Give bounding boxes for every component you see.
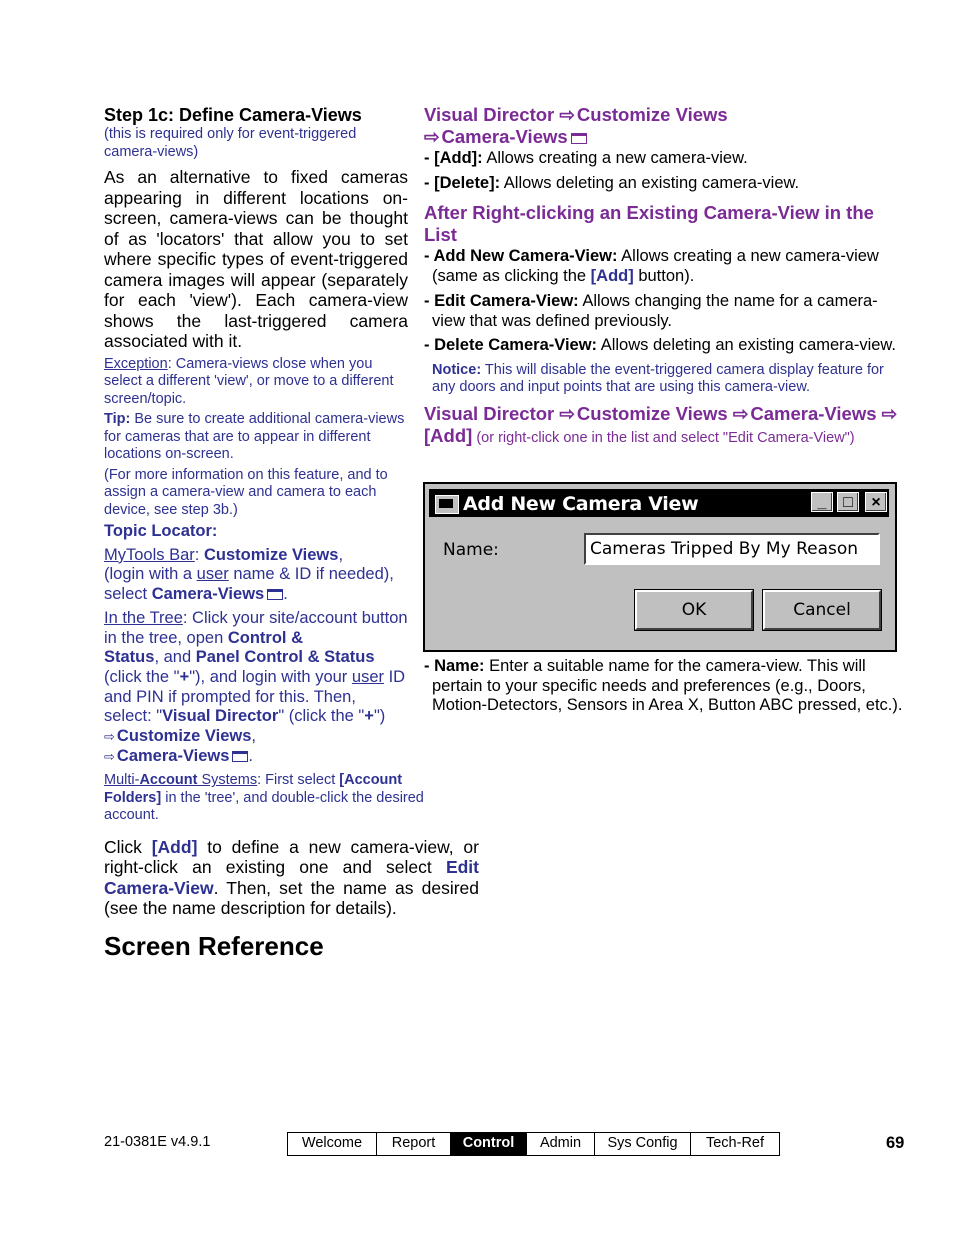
exception-note: Exception: Camera-views close when you select a different 'view', or move to a different screen/topic. bbox=[104, 355, 394, 407]
right-click-heading: After Right-clicking an Existing Camera-View in the List bbox=[424, 202, 874, 246]
in-the-tree-link[interactable]: In the Tree bbox=[104, 608, 183, 627]
folder-icon bbox=[267, 589, 283, 600]
dialog-title: Add New Camera View bbox=[463, 493, 699, 515]
name-label: Name: bbox=[443, 540, 499, 560]
exception-link[interactable]: Exception bbox=[104, 355, 168, 372]
tip-label: Tip: bbox=[104, 411, 131, 427]
user-link[interactable]: user bbox=[351, 667, 384, 686]
document-number: 21-0381E v4.9.1 bbox=[104, 1134, 211, 1150]
tab-welcome[interactable]: Welcome bbox=[288, 1133, 377, 1155]
tab-sys-config[interactable]: Sys Config bbox=[595, 1133, 691, 1155]
tree-path: In the Tree: Click your site/account button in the tree, open Control & Status, and Panel Control & Status (click the "+"), and login with your user ID and PIN if prompted for this. Then, select: "Visual Director" (click the "+") ⇨ Customize Views, ⇨ Camera-Views . bbox=[104, 608, 408, 765]
multi-account-link[interactable]: Multi-Account Systems bbox=[104, 772, 258, 789]
dialog-title-bar[interactable] bbox=[429, 489, 889, 517]
maximize-button[interactable]: □ bbox=[837, 492, 859, 512]
footer-tab-bar bbox=[287, 1132, 780, 1156]
name-input[interactable] bbox=[584, 533, 880, 565]
folder-icon bbox=[571, 133, 587, 144]
folder-icon bbox=[232, 751, 248, 762]
arrow-right-icon: ⇨ bbox=[104, 748, 115, 764]
path-heading-1: Visual Director ⇨ Customize Views ⇨ Camera-Views bbox=[424, 104, 728, 147]
left-column bbox=[104, 104, 479, 961]
ok-button[interactable]: OK bbox=[635, 590, 753, 630]
page-number: 69 bbox=[886, 1134, 905, 1152]
tab-admin[interactable]: Admin bbox=[527, 1133, 595, 1155]
customize-views-link[interactable]: Customize Views bbox=[203, 545, 339, 564]
camera-views-link[interactable]: Camera-Views bbox=[151, 585, 265, 604]
user-link[interactable]: user bbox=[196, 565, 229, 584]
delete-camera-view-description: - Delete Camera-View: Allows deleting an existing camera-view. bbox=[424, 336, 897, 355]
name-description: - Name: Enter a suitable name for the camera-view. This will pertain to your specific needs and preferences (e.g., Doors, Motion-Detectors, Sensors in Area X, Button ABC pressed, etc.). bbox=[424, 657, 903, 715]
step-note: (this is required only for event-triggered camera-views) bbox=[104, 126, 357, 160]
more-info-note: (For more information on this feature, and to assign a camera-view and camera to each device, see step 3b.) bbox=[104, 466, 388, 518]
tab-control[interactable]: Control bbox=[451, 1133, 527, 1155]
arrow-right-icon: ⇨ bbox=[881, 402, 898, 424]
mytools-bar-link[interactable]: MyTools Bar bbox=[104, 545, 195, 564]
cancel-button[interactable]: Cancel bbox=[763, 590, 881, 630]
arrow-right-icon: ⇨ bbox=[559, 402, 575, 424]
notice-note: Notice: This will disable the event-triggered camera display feature for any doors and input points that are using this camera-view. bbox=[432, 361, 884, 396]
add-new-camera-view-description: - Add New Camera-View: Allows creating a new camera-view (same as clicking the [Add] button). bbox=[424, 247, 879, 286]
arrow-right-icon: ⇨ bbox=[559, 104, 575, 125]
tip-note: Tip: Be sure to create additional camera-views for cameras that are to appear in different locations on-screen. bbox=[104, 411, 405, 462]
add-new-camera-view-dialog bbox=[423, 482, 897, 652]
screen-reference-heading: Screen Reference bbox=[104, 930, 324, 961]
tab-report[interactable]: Report bbox=[377, 1133, 451, 1155]
add-description: - [Add]: Allows creating a new camera-view. bbox=[424, 149, 748, 167]
topic-locator-heading: Topic Locator: bbox=[104, 522, 218, 540]
arrow-right-icon: ⇨ bbox=[732, 402, 749, 424]
right-column bbox=[424, 104, 904, 449]
minimize-button[interactable]: _ bbox=[811, 492, 833, 512]
arrow-right-icon: ⇨ bbox=[424, 126, 440, 147]
close-button[interactable]: × bbox=[865, 492, 887, 512]
mytools-path: MyTools Bar: Customize Views, (login with a user name & ID if needed), select Camera-Views . bbox=[104, 545, 394, 604]
edit-camera-view-description: - Edit Camera-View: Allows changing the name for a camera-view that was defined previously. bbox=[424, 291, 878, 330]
name-description-block bbox=[424, 657, 904, 716]
arrow-right-icon: ⇨ bbox=[104, 729, 115, 745]
window-icon bbox=[435, 495, 459, 514]
intro-paragraph: As an alternative to fixed cameras appearing in different locations on-screen, camera-views can be thought of as 'locators' that allow you to set where specific types of event-triggered camera images will appear (separately for each 'view'). Each camera-view shows the last-triggered camera associated with it. bbox=[104, 167, 408, 351]
multi-account-note: Multi-Account Systems: First select [Account Folders] in the 'tree', and double-click the desired account. bbox=[104, 772, 424, 824]
step-title: Step 1c: Define Camera-Views bbox=[104, 105, 362, 125]
path-heading-2: Visual Director ⇨ Customize Views ⇨ Camera-Views ⇨[Add] (or right-click one in the list and select "Edit Camera-View") bbox=[424, 402, 898, 446]
delete-description: - [Delete]: Allows deleting an existing camera-view. bbox=[424, 173, 800, 192]
click-add-paragraph: Click [Add] to define a new camera-view, or right-click an existing one and select Edit Camera-View. Then, set the name as desired (see the name description for details). bbox=[104, 836, 479, 919]
tab-tech-ref[interactable]: Tech-Ref bbox=[705, 1135, 765, 1151]
